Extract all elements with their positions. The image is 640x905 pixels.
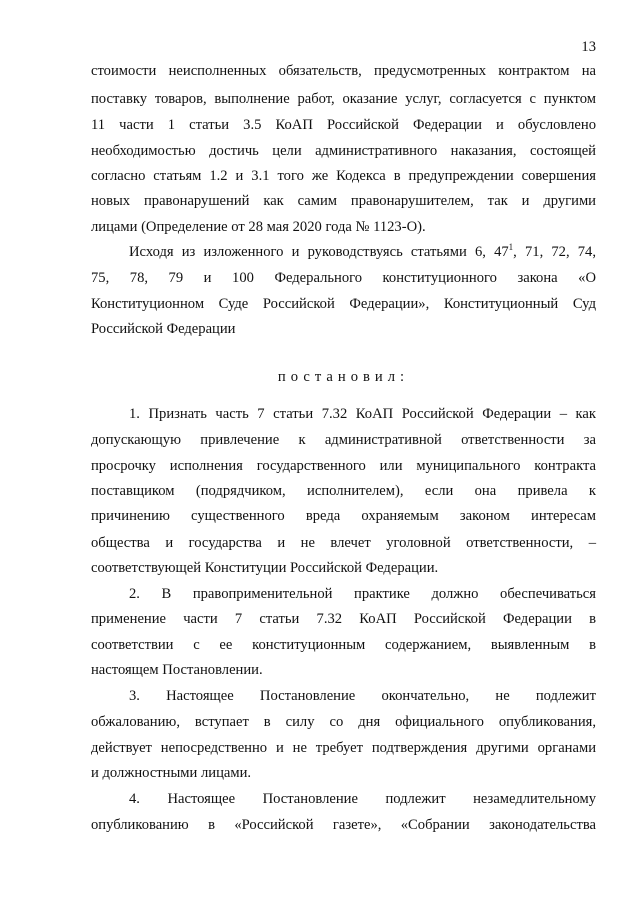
- superscript: 1: [508, 242, 514, 253]
- text-line: соответствии с ее конституционным содержанием, выявленным в: [91, 637, 596, 653]
- text-line: 11 части 1 статьи 3.5 КоАП Российской Федерации и обусловлено: [91, 117, 596, 133]
- text-line: поставку товаров, выполнение работ, оказание услуг, согласуется с пунктом: [91, 91, 596, 107]
- text-line: согласно статьям 1.2 и 3.1 того же Кодекса в предупреждении совершения: [91, 168, 596, 184]
- text-line: общества и государства и не влечет уголовной ответственности, –: [91, 535, 596, 551]
- text-line: 3. Настоящее Постановление окончательно, не подлежит: [129, 688, 596, 704]
- text-line: соответствующей Конституции Российской Федерации.: [91, 560, 439, 576]
- text-line: 2. В правоприменительной практике должно обеспечиваться: [129, 586, 596, 602]
- text-line: Конституционном Суде Российской Федерации», Конституционный Суд: [91, 296, 596, 312]
- text-line: и должностными лицами.: [91, 765, 252, 781]
- text-line: стоимости неисполненных обязательств, предусмотренных контрактом на: [91, 63, 596, 79]
- text-line: новых правонарушений как самим правонарушителем, так и другими: [91, 193, 596, 209]
- text-line: просрочку исполнения государственного или муниципального контракта: [91, 458, 596, 474]
- text-line: настоящем Постановлении.: [91, 662, 263, 678]
- text-line: Исходя из изложенного и руководствуясь статьями 6, $47^1$, 71, 72, 74,: [129, 242, 597, 260]
- text-line: поставщиком (подрядчиком, исполнителем), если она привела к: [91, 483, 596, 499]
- text-line: Российской Федерации: [91, 321, 236, 337]
- page-number: 13: [581, 39, 596, 55]
- text-line: причинению существенного вреда охраняемым законом интересам: [91, 508, 596, 524]
- text-line: 1. Признать часть 7 статьи 7.32 КоАП Российской Федерации – как: [129, 406, 596, 422]
- text-line: лицами (Определение от 28 мая 2020 года № 1123-О).: [91, 219, 426, 235]
- text-line: применение части 7 статьи 7.32 КоАП Российской Федерации в: [91, 611, 596, 627]
- text-line: действует непосредственно и не требует подтверждения другими органами: [91, 740, 596, 756]
- text-line: 75, 78, 79 и 100 Федерального конституционного закона «О: [91, 270, 596, 286]
- text-line: опубликованию в «Российской газете», «Собрании законодательства: [91, 817, 596, 833]
- text-line: допускающую привлечение к административной ответственности за: [91, 432, 596, 448]
- resolution-heading: постановил:: [277, 369, 410, 385]
- text-line: необходимостью достичь цели административного наказания, состоящей: [91, 143, 596, 159]
- text-line: 4. Настоящее Постановление подлежит незамедлительному: [129, 791, 596, 807]
- text-line: обжалованию, вступает в силу со дня официального опубликования,: [91, 714, 596, 730]
